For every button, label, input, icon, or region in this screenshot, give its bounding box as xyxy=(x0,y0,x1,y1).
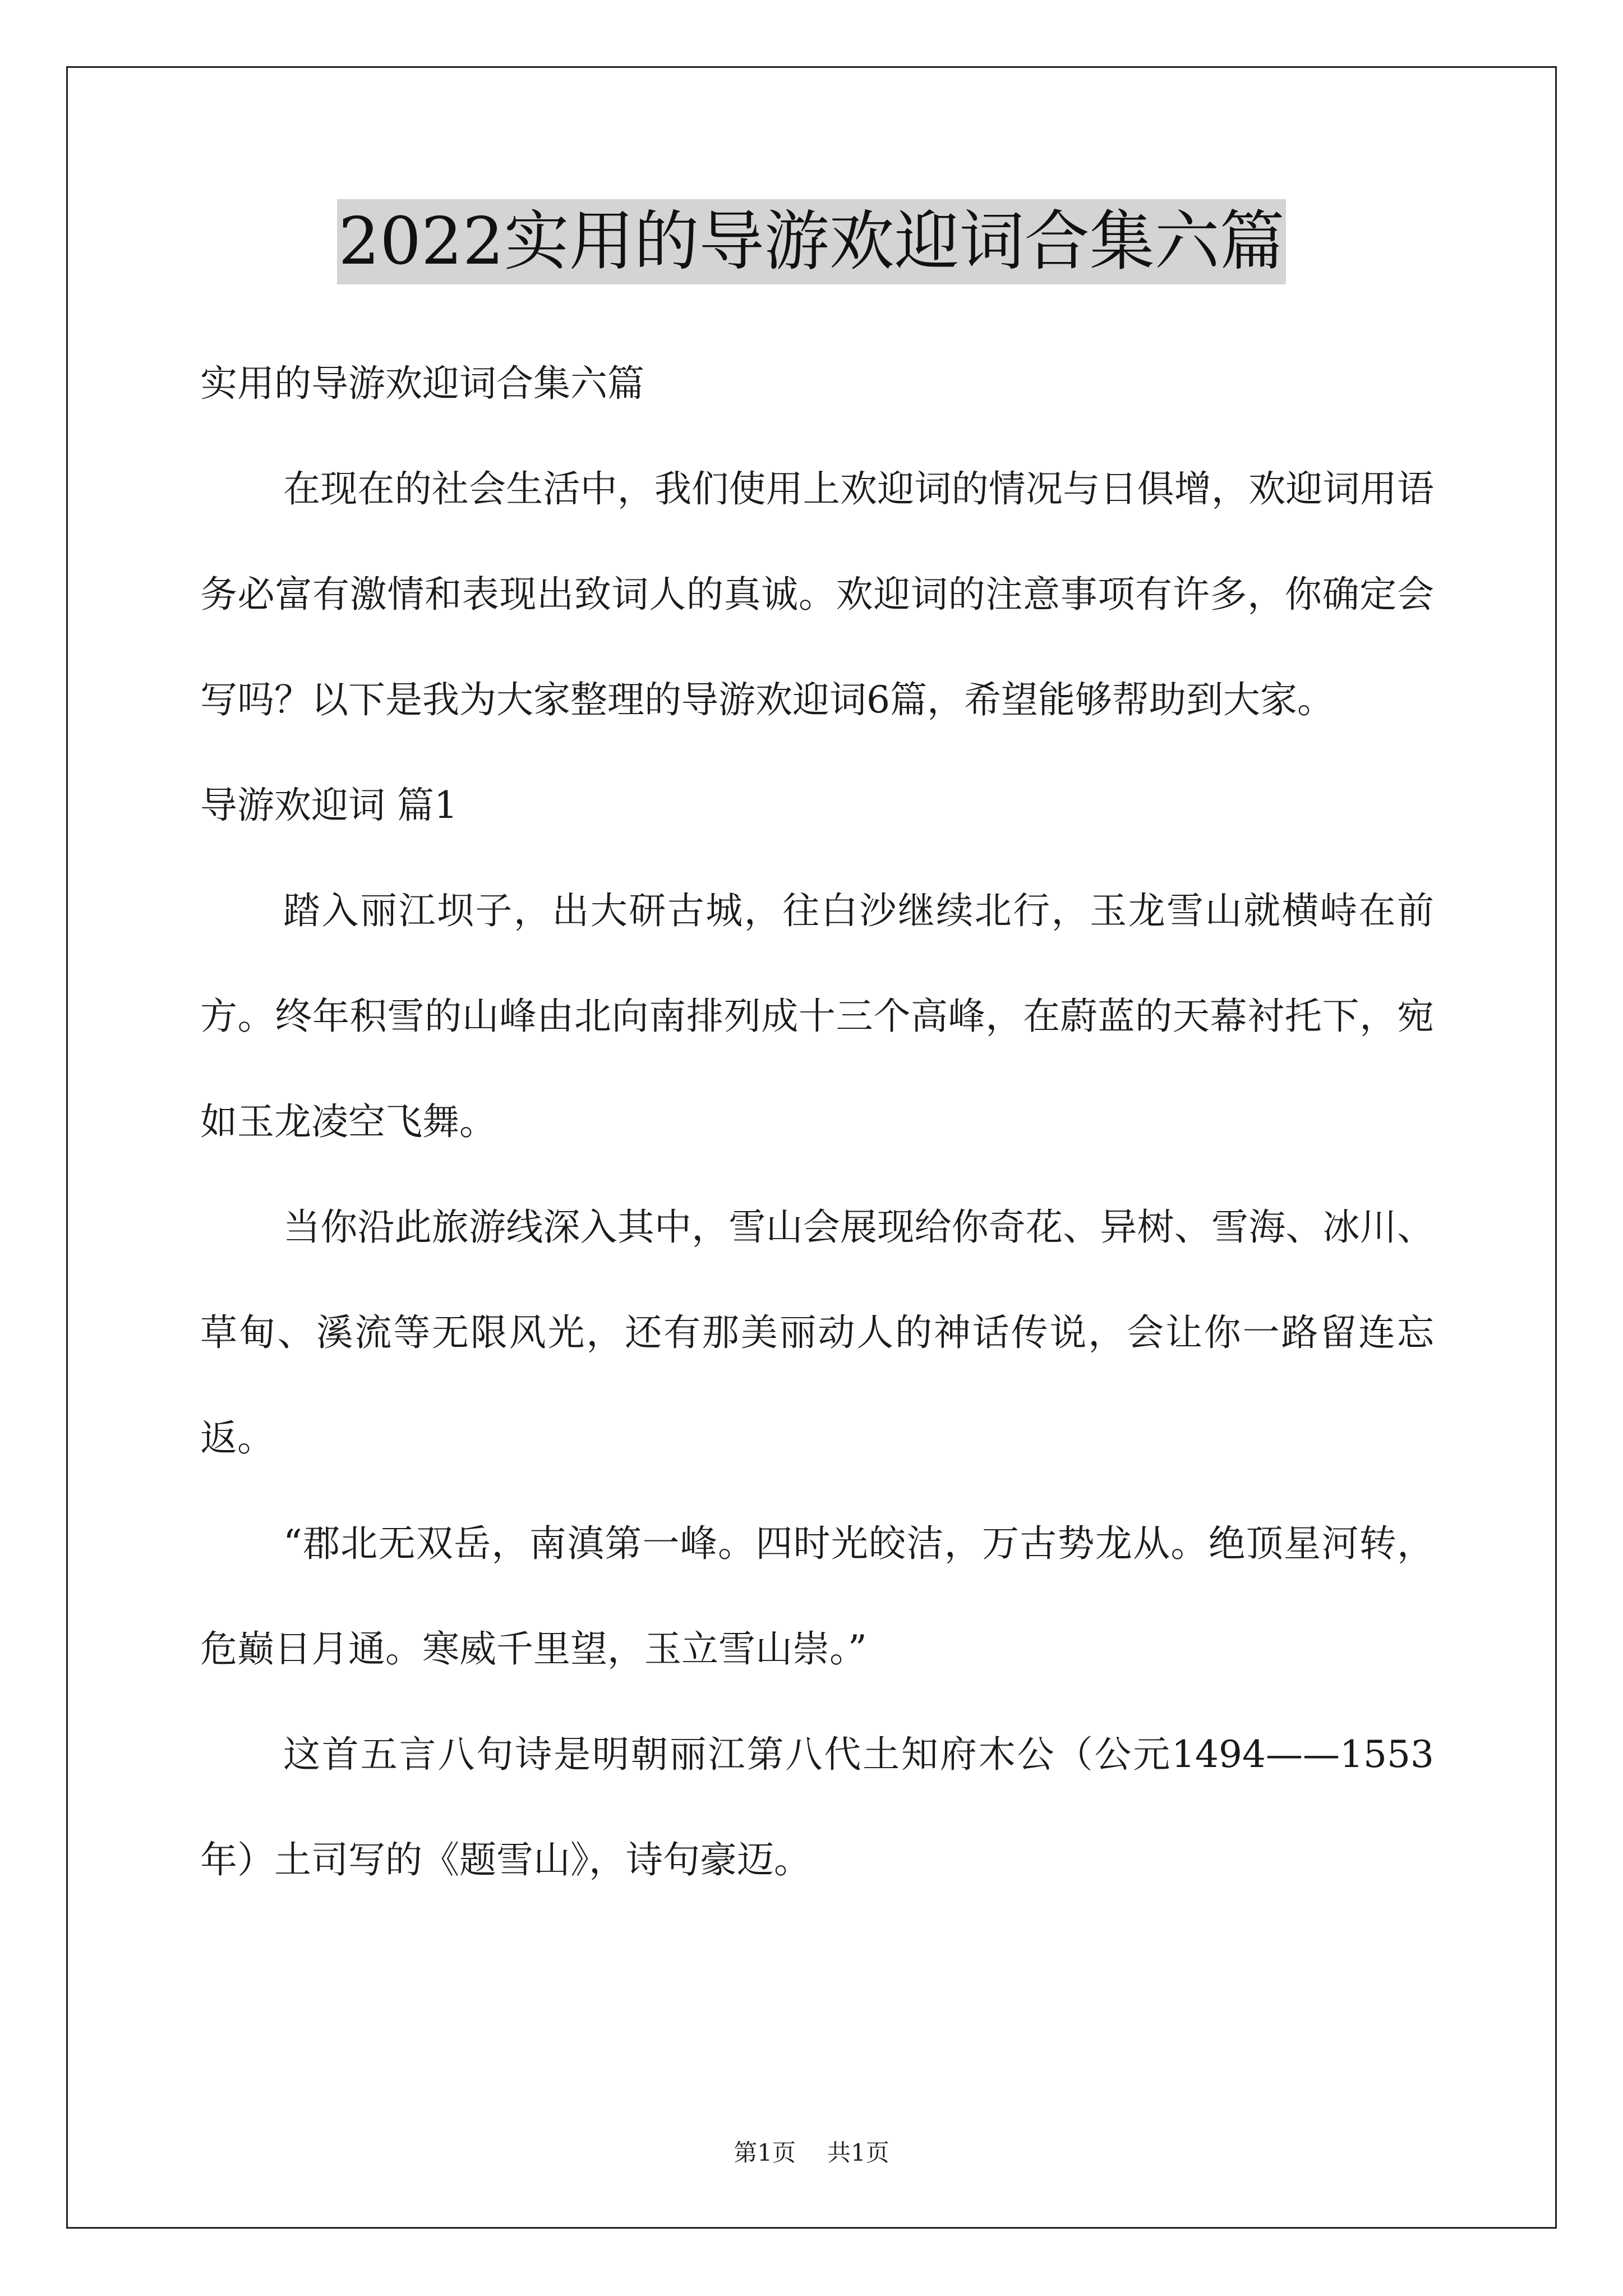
page-number: 第1页 xyxy=(734,2139,796,2166)
document-body xyxy=(200,331,1434,1913)
subtitle-paragraph: 实用的导游欢迎词合集六篇 xyxy=(200,362,644,405)
body-paragraph: 这首五言八句诗是明朝丽江第八代土知府木公（公元1494——1553年）土司写的《题雪山》，诗句豪迈。 xyxy=(200,1733,1434,1881)
body-paragraph: 踏入丽江坝子，出大研古城，往白沙继续北行，玉龙雪山就横峙在前方。终年积雪的山峰由北向南排列成十三个高峰，在蔚蓝的天幕衬托下，宛如玉龙凌空飞舞。 xyxy=(200,889,1434,1143)
section-heading: 导游欢迎词 篇1 xyxy=(200,784,458,827)
poem-quote-paragraph: “郡北无双岳，南滇第一峰。四时光皎洁，万古势龙从。绝顶星河转，危巅日月通。寒威千里望，玉立雪山崇。” xyxy=(200,1522,1434,1671)
body-paragraph: 当你沿此旅游线深入其中，雪山会展现给你奇花、异树、雪海、冰川、草甸、溪流等无限风光，还有那美丽动人的神话传说，会让你一路留连忘返。 xyxy=(200,1205,1434,1460)
page-total: 共1页 xyxy=(827,2139,889,2166)
document-title: 2022实用的导游欢迎词合集六篇 xyxy=(337,199,1285,284)
intro-paragraph: 在现在的社会生活中，我们使用上欢迎词的情况与日俱增，欢迎词用语务必富有激情和表现出致词人的真诚。欢迎词的注意事项有许多，你确定会写吗？以下是我为大家整理的导游欢迎词6篇，希望能够帮助到大家。 xyxy=(200,467,1434,721)
page-footer xyxy=(0,2137,1623,2169)
title-container xyxy=(0,199,1623,284)
